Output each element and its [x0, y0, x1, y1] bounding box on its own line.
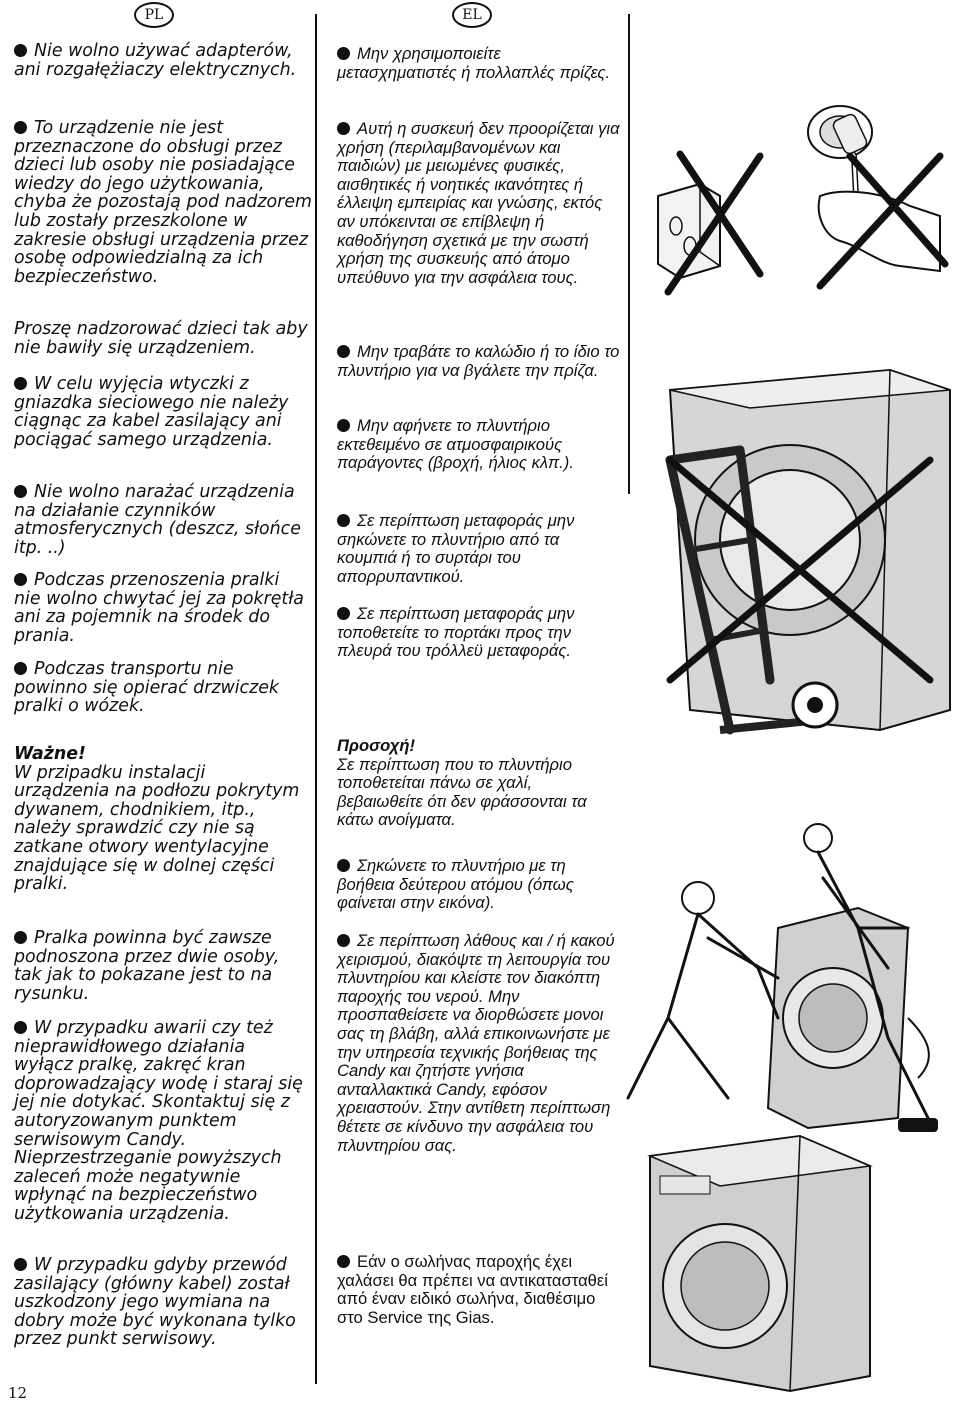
bullet-icon: [337, 47, 350, 60]
pl-transport: Podczas transportu nie powinno się opierać drzwiczek pralki o wózek.: [14, 659, 280, 717]
pl-weather: Nie wolno narażać urządzenia na działanie czynników atmosferycznych (deszcz, słońce itp. ..): [14, 482, 301, 558]
column-rule-left: [315, 14, 317, 1384]
el-hose: Εάν ο σωλήνας παροχής έχει χαλάσει θα πρέπει να αντικατασταθεί από έναν ειδικό σωλήνα, διαθέσιμο στο Service της Gias.: [337, 1252, 608, 1327]
el-adapters: Μην χρησιμοποιείτε μετασχηματιστές ή πολλαπλές πρίζες.: [337, 44, 611, 82]
bullet-icon: [337, 859, 350, 872]
pl-supervise-children: Proszę nadzorować dzieci tak aby nie bawiły się urządzeniem.: [14, 319, 308, 358]
bullet-icon: [14, 1258, 27, 1271]
bullet-icon: [337, 514, 350, 527]
bullet-icon: [337, 419, 350, 432]
bullet-icon: [337, 1255, 350, 1268]
pl-important-heading: Ważne!: [14, 744, 86, 764]
pl-children-supervision: To urządzenie nie jest przeznaczone do obsługi przez dzieci lub osoby nie posiadające wiedzy do jego użytkowania, chyba że pozostają pod nadzorem lub zostały przeszkolone w zakresie obsługi urządzenia przez osobę odpowiedzialną za ich bezpieczeństwo.: [14, 118, 312, 287]
bullet-icon: [14, 573, 27, 586]
el-cable-pull: Μην τραβάτε το καλώδιο ή το ίδιο το πλυντήριο για να βγάλετε την πρίζα.: [337, 342, 620, 380]
language-badge-pl: PL: [134, 2, 174, 28]
el-children-supervision: Αυτή η συσκευή δεν προορίζεται για χρήση (περιλαμβανομένων και παιδιών) με μειωμένες φυσικές, αισθητικές ή νοητικές ικανότητες ή έλλειψη εμπειρίας και γνώσης, εκτός αν υπόκεινται σε επίβλεψη ή καθοδήγηση σχετικά με την σωστή χρήση της συσκευής από άτομο υπεύθυνο για την ασφάλεια τους.: [337, 119, 620, 287]
el-weather: Μην αφήνετε το πλυντήριο εκτεθειμένο σε ατμοσφαιρικούς παράγοντες (βροχή, ήλιος κλπ.).: [337, 416, 574, 473]
bullet-icon: [337, 607, 350, 620]
el-two-persons: Σηκώνετε το πλυντήριο με τη βοήθεια δεύτερου ατόμου (όπως φαίνεται στην εικόνα).: [337, 856, 574, 913]
bullet-icon: [14, 121, 27, 134]
el-transport: Σε περίπτωση μεταφοράς μην τοποθετείτε το πορτάκι προς την πλευρά του τρόλλεϋ μεταφοράς.: [337, 604, 575, 661]
pl-carrying: Podczas przenoszenia pralki nie wolno chwytać jej za pokrętła ani za pojemnik na środek do prania.: [14, 570, 304, 646]
el-malfunction: Σε περίπτωση λάθους και / ή κακού χειρισμού, διακόψτε τη λειτουργία του πλυντηρίου και κλείστε τον διακόπτη παροχής του νερού. Μην προσπαθείσετε να διορθώσετε μονοι σας τη βλάβη, αλλά επικοινωνήστε με την υπηρεσία τεχνικής βοήθειας της Candy και ζητήστε γνήσια ανταλλακτικά Candy, εφόσον χρειαστούν. Στην αντίθετη περίπτωση θέτετε σε κίνδυνο την ασφάλεια του πλυντηρίου σας.: [337, 931, 615, 1155]
el-attention-heading: Προσοχή!: [337, 736, 416, 755]
pl-power-cable: W przypadku gdyby przewód zasilający (główny kabel) został uszkodzony jego wymiana na dobry może być wykonana tylko przez punkt serwisowy.: [14, 1255, 296, 1350]
pl-important-block: Ważne! W przipadku instalacji urządzenia na podłozu pokrytym dywanem, chodnikiem, itp., należy sprawdzić czy nie są zatkane otwory wentylacyjne znajdujące się w dolnej części pralki.: [14, 745, 306, 894]
pl-malfunction: W przypadku awarii czy też nieprawidłowego działania wyłącz pralkę, zakręć kran doprowadzający wodę i staraj się jej nie dotykać. Skontaktuj się z autoryzowanym punktem serwisowym Candy. Nieprzestrzeganie powyższych zaleceń może negatywnie wpłynąć na bezpieczeństwo użytkowania urządzenia.: [14, 1018, 303, 1224]
washing-machine-illustration: [640, 1126, 900, 1396]
bullet-icon: [14, 485, 27, 498]
pl-adapters: Nie wolno używać adapterów, ani rozgałężiaczy elektrycznych.: [14, 41, 297, 80]
bullet-icon: [14, 1021, 27, 1034]
pl-plug-removal: W celu wyjęcia wtyczki z gniazdka sieciowego nie należy ciągnąc za kabel zasilający ani pociągać samego urządzenia.: [14, 374, 289, 450]
el-attention-block: Προσοχή! Σε περίπτωση που το πλυντήριο τοποθετείται πάνω σε χαλί, βεβαιωθείτε ότι δεν φράσσονται τα κάτω ανοίγματα.: [337, 737, 622, 830]
language-badge-el: EL: [452, 2, 492, 28]
pl-two-persons: Pralka powinna być zawsze podnoszona przez dwie osoby, tak jak to pokazane jest to na rysunku.: [14, 928, 280, 1004]
bullet-icon: [14, 931, 27, 944]
bullet-icon: [14, 44, 27, 57]
telephone-illustration: [898, 1018, 938, 1132]
page-number: 12: [8, 1384, 28, 1402]
two-person-lift-illustration: [608, 818, 948, 1138]
plug-adapter-crossed-illustration: [640, 96, 955, 296]
bullet-icon: [14, 662, 27, 675]
trolley-crossed-illustration: [630, 350, 955, 740]
bullet-icon: [337, 934, 350, 947]
bullet-icon: [337, 345, 350, 358]
bullet-icon: [14, 377, 27, 390]
bullet-icon: [337, 122, 350, 135]
el-carrying: Σε περίπτωση μεταφοράς μην σηκώνετε το πλυντήριο από τα κουμπιά ή το συρτάρι του απορρυπαντικού.: [337, 511, 575, 586]
